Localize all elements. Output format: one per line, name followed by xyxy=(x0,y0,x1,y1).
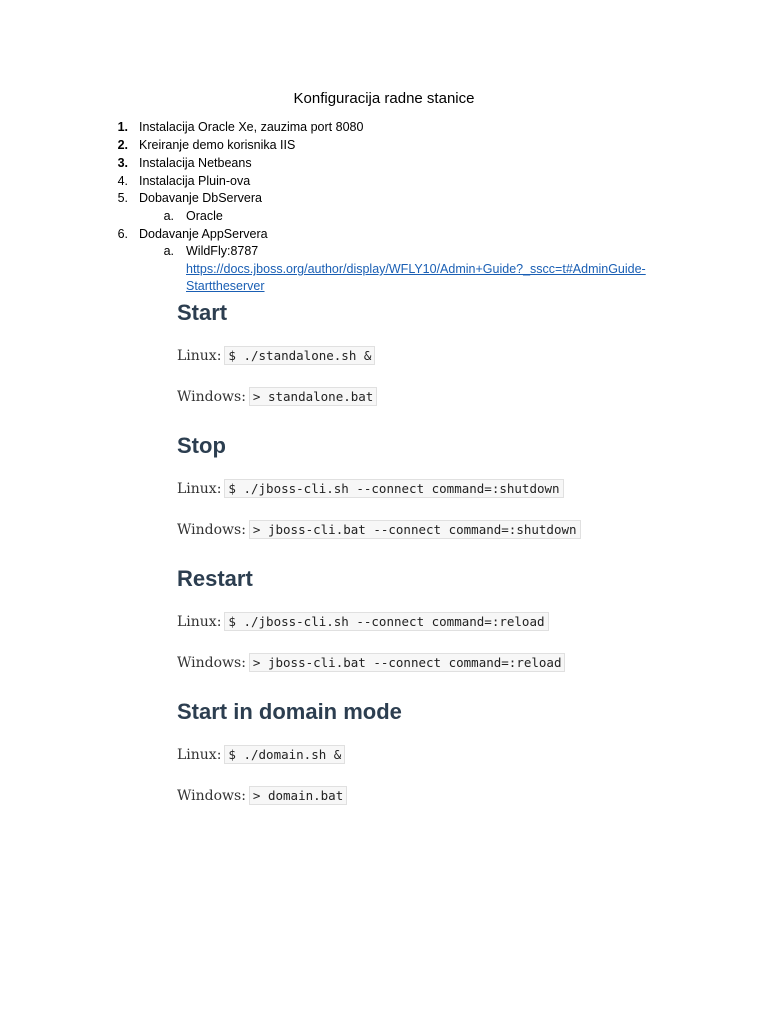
command-code: > jboss-cli.bat --connect command=:shutdown xyxy=(249,520,581,539)
command-code: > domain.bat xyxy=(249,786,347,805)
os-label: Linux: xyxy=(177,613,222,630)
section-heading-start: Start xyxy=(177,300,228,325)
list-number: 5. xyxy=(117,191,128,205)
os-label: Windows: xyxy=(177,654,246,671)
list-number: a. xyxy=(163,244,174,258)
docs-link-continuation[interactable]: Starttheserver xyxy=(186,279,265,293)
command-code: $ ./standalone.sh & xyxy=(224,346,375,365)
list-number: 3. xyxy=(117,156,128,170)
list-text: Instalacija Pluin-ova xyxy=(139,174,251,188)
list-number: 6. xyxy=(117,227,128,241)
os-label: Linux: xyxy=(177,347,222,364)
os-label: Linux: xyxy=(177,746,222,763)
list-text: WildFly:8787 xyxy=(186,244,259,258)
list-text: Kreiranje demo korisnika IIS xyxy=(139,138,296,152)
list-number: a. xyxy=(163,209,174,223)
command-code: $ ./jboss-cli.sh --connect command=:reload xyxy=(224,612,548,631)
docs-link[interactable]: https://docs.jboss.org/author/display/WFLY10/Admin+Guide?_sscc=t#AdminGuide- xyxy=(186,262,646,276)
command-code: > standalone.bat xyxy=(249,387,377,406)
list-text: Instalacija Netbeans xyxy=(139,156,252,170)
command-code: > jboss-cli.bat --connect command=:reload xyxy=(249,653,566,672)
command-row xyxy=(177,346,375,366)
command-row xyxy=(177,520,581,540)
command-row xyxy=(177,387,377,407)
command-row xyxy=(177,479,564,499)
list-text: Instalacija Oracle Xe, zauzima port 8080 xyxy=(139,120,364,134)
command-code: $ ./jboss-cli.sh --connect command=:shutdown xyxy=(224,479,563,498)
command-row xyxy=(177,745,345,765)
section-heading-domain-mode: Start in domain mode xyxy=(177,699,402,724)
os-label: Windows: xyxy=(177,388,246,405)
list-number: 1. xyxy=(117,120,128,134)
command-row xyxy=(177,612,549,632)
section-heading-stop: Stop xyxy=(177,433,226,458)
command-row xyxy=(177,786,347,806)
os-label: Windows: xyxy=(177,787,246,804)
section-heading-restart: Restart xyxy=(177,566,253,591)
list-number: 4. xyxy=(117,174,128,188)
list-text: Dodavanje AppServera xyxy=(139,227,268,241)
command-code: $ ./domain.sh & xyxy=(224,745,345,764)
os-label: Windows: xyxy=(177,521,246,538)
os-label: Linux: xyxy=(177,480,222,497)
page-title: Konfiguracija radne stanice xyxy=(293,90,475,107)
command-row xyxy=(177,653,565,673)
list-number: 2. xyxy=(117,138,128,152)
list-text: Dobavanje DbServera xyxy=(139,191,262,205)
list-text: Oracle xyxy=(186,209,223,223)
